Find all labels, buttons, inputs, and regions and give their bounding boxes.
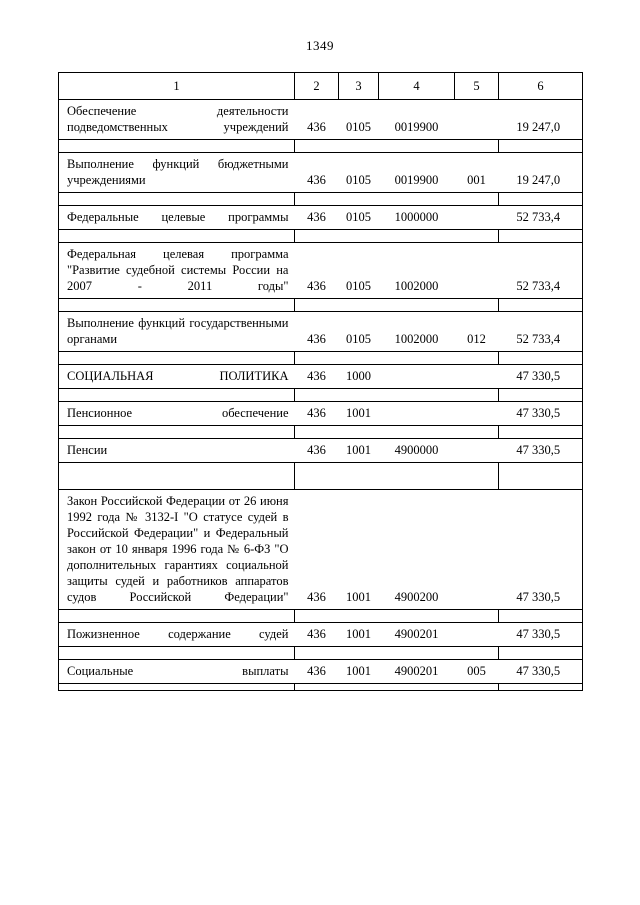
row-expense-type — [455, 206, 499, 230]
table-spacer-row — [59, 426, 583, 439]
row-name: СОЦИАЛЬНАЯ ПОЛИТИКА — [59, 365, 295, 389]
row-chapter: 436 — [307, 590, 326, 604]
row-expense-type — [455, 402, 499, 426]
table-spacer-row — [59, 463, 583, 490]
row-name: Пенсионное обеспечение — [59, 402, 295, 426]
row-amount: 52 733,4 — [499, 243, 583, 299]
budget-table — [58, 72, 583, 691]
row-name: Социальные выплаты — [59, 660, 295, 684]
row-section: 1001 — [346, 443, 371, 457]
row-section: 0105 — [346, 120, 371, 134]
row-target-article: 0019900 — [394, 173, 439, 187]
table-spacer-row — [59, 299, 583, 312]
row-expense-type — [455, 623, 499, 647]
row-target-article: 4900200 — [394, 590, 439, 604]
column-number-5: 5 — [455, 73, 499, 100]
row-expense-type — [455, 439, 499, 463]
row-target-article: 0019900 — [394, 120, 439, 134]
table-row — [59, 365, 583, 389]
table-row — [59, 623, 583, 647]
table-row — [59, 206, 583, 230]
row-amount: 47 330,5 — [499, 402, 583, 426]
table-spacer-row — [59, 389, 583, 402]
row-name: Обеспечение деятельности подведомственных учреждений — [59, 100, 295, 140]
row-chapter: 436 — [307, 210, 326, 224]
table-row — [59, 312, 583, 352]
row-chapter: 436 — [307, 406, 326, 420]
table-row — [59, 402, 583, 426]
column-number-4: 4 — [379, 73, 455, 100]
table-spacer-row — [59, 230, 583, 243]
row-target-article — [379, 365, 455, 389]
row-name: Федеральные целевые программы — [59, 206, 295, 230]
row-chapter: 436 — [307, 627, 326, 641]
row-chapter: 436 — [307, 279, 326, 293]
row-expense-type — [455, 100, 499, 140]
row-section: 0105 — [346, 279, 371, 293]
row-amount: 19 247,0 — [499, 153, 583, 193]
row-name: Федеральная целевая программа "Развитие судебной системы России на 2007 - 2011 годы" — [59, 243, 295, 299]
table-row — [59, 243, 583, 299]
row-section: 0105 — [346, 173, 371, 187]
table-row — [59, 100, 583, 140]
table-bottom-edge — [59, 684, 583, 691]
row-expense-type — [455, 243, 499, 299]
budget-table-container — [58, 72, 582, 691]
row-amount: 52 733,4 — [499, 312, 583, 352]
row-section: 1001 — [346, 664, 371, 678]
row-section: 1001 — [346, 627, 371, 641]
row-chapter: 436 — [307, 173, 326, 187]
row-target-article: 4900000 — [394, 443, 439, 457]
row-chapter: 436 — [307, 120, 326, 134]
row-name: Пожизненное содержание судей — [59, 623, 295, 647]
row-name: Закон Российской Федерации от 26 июня 1992 года № 3132-I "О статусе судей в Российской Федерации" и Федеральный закон от 10 января 1996 года № 6-ФЗ "О дополнительных гарантиях социальной защиты судей и работников аппаратов судов Российской Федерации" — [59, 490, 295, 610]
row-amount: 47 330,5 — [499, 623, 583, 647]
row-target-article — [379, 402, 455, 426]
row-section: 1001 — [346, 590, 371, 604]
row-chapter: 436 — [307, 443, 326, 457]
row-chapter: 436 — [307, 369, 326, 383]
row-name: Пенсии — [59, 439, 295, 463]
table-row — [59, 153, 583, 193]
row-expense-type: 012 — [467, 332, 486, 346]
row-chapter: 436 — [307, 664, 326, 678]
table-spacer-row — [59, 140, 583, 153]
row-amount: 47 330,5 — [499, 490, 583, 610]
row-target-article: 4900201 — [394, 627, 439, 641]
row-expense-type — [455, 490, 499, 610]
row-name: Выполнение функций государственными органами — [59, 312, 295, 352]
row-target-article: 1000000 — [394, 210, 439, 224]
column-number-2: 2 — [295, 73, 339, 100]
table-row — [59, 490, 583, 610]
column-number-3: 3 — [339, 73, 379, 100]
row-expense-type: 005 — [467, 664, 486, 678]
row-amount: 47 330,5 — [499, 660, 583, 684]
table-spacer-row — [59, 193, 583, 206]
column-number-1: 1 — [59, 73, 295, 100]
row-target-article: 1002000 — [394, 332, 439, 346]
row-section: 1001 — [346, 406, 371, 420]
row-expense-type: 001 — [467, 173, 486, 187]
row-amount: 19 247,0 — [499, 100, 583, 140]
column-number-6: 6 — [499, 73, 583, 100]
table-spacer-row — [59, 610, 583, 623]
table-spacer-row — [59, 352, 583, 365]
row-section: 0105 — [346, 332, 371, 346]
table-row — [59, 439, 583, 463]
row-section: 0105 — [346, 210, 371, 224]
row-chapter: 436 — [307, 332, 326, 346]
row-section: 1000 — [346, 369, 371, 383]
page-number: 1349 — [306, 38, 334, 53]
row-amount: 47 330,5 — [499, 365, 583, 389]
row-amount: 47 330,5 — [499, 439, 583, 463]
row-amount: 52 733,4 — [499, 206, 583, 230]
table-spacer-row — [59, 647, 583, 660]
row-target-article: 1002000 — [394, 279, 439, 293]
row-name: Выполнение функций бюджетными учреждениями — [59, 153, 295, 193]
table-header-row — [59, 73, 583, 100]
table-row — [59, 660, 583, 684]
row-target-article: 4900201 — [394, 664, 439, 678]
row-expense-type — [455, 365, 499, 389]
